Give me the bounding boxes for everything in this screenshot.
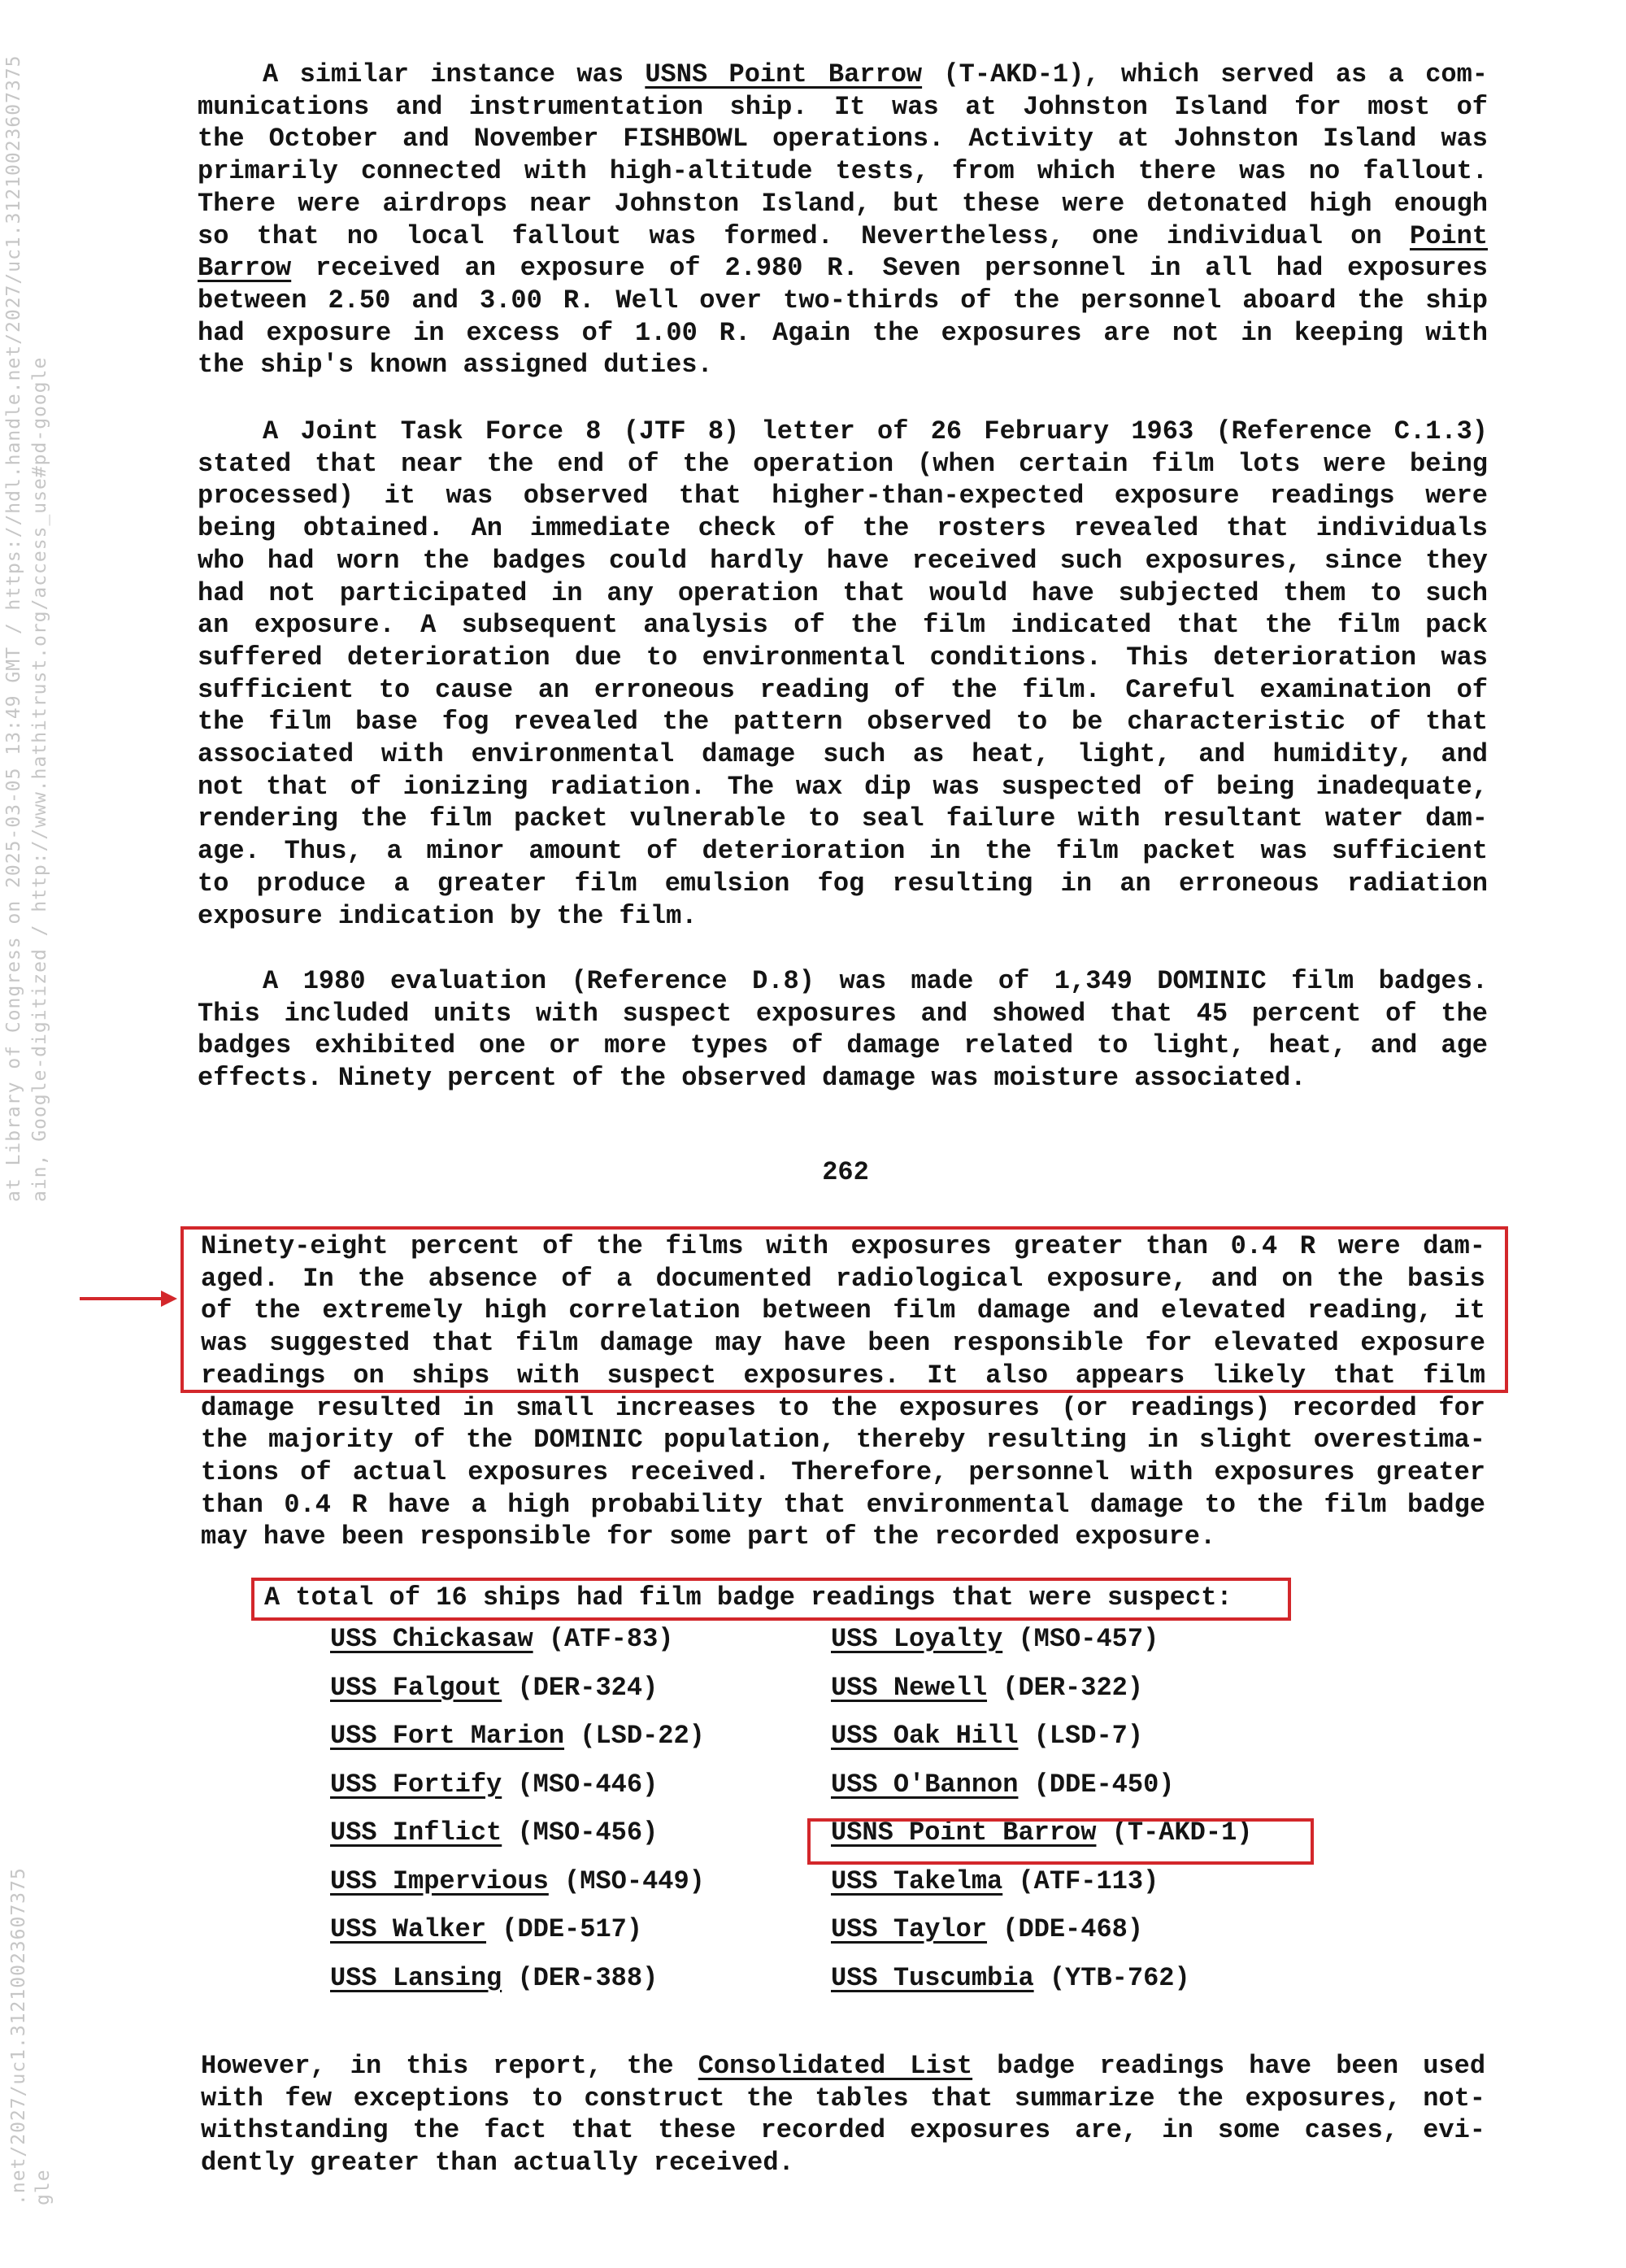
text-line: exposure indication by the film. xyxy=(198,900,698,931)
text-line: so that no local fallout was formed. Nevertheless, one individual on Point xyxy=(198,220,1488,251)
text-line: A Joint Task Force 8 (JTF 8) letter of 26 February 1963 (Reference C.1.3) xyxy=(263,416,1488,446)
arrow-pointer-icon xyxy=(80,1289,177,1308)
ship-entry xyxy=(330,1905,705,1954)
ship-hull-number: (ATF-83) xyxy=(533,1624,674,1654)
highlight-box-film-damage xyxy=(180,1226,1508,1393)
ship-name: USS Fort Marion xyxy=(330,1721,565,1751)
ship-hull-number: (DER-324) xyxy=(502,1672,659,1703)
text-line: the October and November FISHBOWL operations. Activity at Johnston Island was xyxy=(198,124,1488,155)
text-line: being obtained. An immediate check of the rosters revealed that individuals xyxy=(198,513,1488,544)
text-line: the ship's known assigned duties. xyxy=(198,350,713,381)
text-line: had exposure in excess of 1.00 R. Again the exposures are not in keeping with xyxy=(198,317,1488,348)
ship-name: USS Loyalty xyxy=(831,1624,1003,1654)
ship-entry xyxy=(330,1809,705,1857)
ship-hull-number: (T-AKD-1) xyxy=(1096,1817,1253,1848)
text-line: There were airdrops near Johnston Island, but these were detonated high enough xyxy=(198,188,1488,219)
ship-name: USS O'Bannon xyxy=(831,1769,1019,1800)
ship-entry xyxy=(831,1712,1252,1761)
ship-name: USS Impervious xyxy=(330,1865,549,1896)
text-line: to produce a greater film emulsion fog resulting in an erroneous radiation xyxy=(198,868,1488,899)
text-line: A similar instance was USNS Point Barrow (T-AKD-1), which served as a com- xyxy=(263,59,1488,89)
highlight-box-point-barrow xyxy=(807,1818,1314,1865)
text-line: than 0.4 R have a high probability that environmental damage to the film badge xyxy=(201,1489,1485,1520)
text-line: not that of ionizing radiation. The wax dip was suspected of being inadequate, xyxy=(198,771,1488,802)
text-line: readings on ships with suspect exposures. It also appears likely that film xyxy=(201,1360,1485,1391)
text-line: age. Thus, a minor amount of deterioration in the film packet was sufficient xyxy=(198,836,1488,867)
ship-hull-number: (MSO-457) xyxy=(1002,1624,1159,1654)
text-line: tions of actual exposures received. Therefore, personnel with exposures greater xyxy=(201,1456,1485,1487)
text-line: munications and instrumentation ship. It was at Johnston Island for most of xyxy=(198,91,1488,122)
page-number: 262 xyxy=(822,1157,869,1187)
text-line: associated with environmental damage such as heat, light, and humidity, and xyxy=(198,739,1488,770)
text-line: the majority of the DOMINIC population, thereby resulting in slight overestima- xyxy=(201,1425,1485,1456)
ship-name: USS Tuscumbia xyxy=(831,1962,1034,1993)
text-line: primarily connected with high-altitude tests, from which there was no fallout. xyxy=(198,156,1488,187)
text-line: processed) it was observed that higher-than-expected exposure readings were xyxy=(198,481,1488,511)
text-line: with few exceptions to construct the tables that summarize the exposures, not- xyxy=(201,2083,1485,2113)
ship-entry xyxy=(831,1905,1252,1954)
paragraph-consolidated-list xyxy=(201,2050,1485,2179)
text-line: withstanding the fact that these recorded exposures are, in some cases, evi- xyxy=(201,2115,1485,2146)
text-line: Ninety-eight percent of the films with exposures greater than 0.4 R were dam- xyxy=(201,1231,1485,1261)
ship-hull-number: (DDE-450) xyxy=(1018,1769,1175,1800)
text-line: sufficient to cause an erroneous reading of the film. Careful examination of xyxy=(198,674,1488,705)
ship-hull-number: (DDE-517) xyxy=(486,1914,643,1944)
ship-hull-number: (MSO-449) xyxy=(548,1865,705,1896)
ship-list-right xyxy=(831,1615,1252,2002)
text-line: Barrow received an exposure of 2.980 R. Seven personnel in all had exposures xyxy=(198,253,1488,284)
ship-entry xyxy=(330,1615,705,1664)
ship-hull-number: (MSO-456) xyxy=(502,1817,659,1848)
text-line: an exposure. A subsequent analysis of the film indicated that the film pack xyxy=(198,610,1488,641)
ship-name: USS Takelma xyxy=(831,1865,1003,1896)
paragraph-point-barrow xyxy=(198,59,1488,381)
text-line: stated that near the end of the operation (when certain film lots were being xyxy=(198,448,1488,479)
text-line: damage resulted in small increases to the exposures (or readings) recorded for xyxy=(201,1392,1485,1423)
text-line: effects. Ninety percent of the observed damage was moisture associated. xyxy=(198,1063,1306,1094)
text-line: However, in this report, the Consolidated List badge readings have been used xyxy=(201,2051,1486,2081)
ship-entry xyxy=(330,1664,705,1713)
ship-hull-number: (LSD-7) xyxy=(1018,1721,1144,1751)
ship-name: USS Inflict xyxy=(330,1817,502,1848)
text-line: suffered deterioration due to environmental conditions. This deterioration was xyxy=(198,642,1488,673)
ship-entry xyxy=(831,1664,1252,1713)
ship-entry xyxy=(330,1954,705,2003)
ship-entry xyxy=(831,1954,1252,2003)
ship-hull-number: (DDE-468) xyxy=(987,1914,1144,1944)
ship-name: USS Fortify xyxy=(330,1769,502,1800)
text-line: had not participated in any operation that would have subjected them to such xyxy=(198,577,1488,608)
ship-hull-number: (DER-322) xyxy=(987,1672,1144,1703)
ship-hull-number: (LSD-22) xyxy=(564,1721,705,1751)
ship-name: USNS Point Barrow xyxy=(831,1817,1097,1848)
margin-stamp-bottom: ain, Google-digitized / http://www.hathitrust.org/access_use#pd-google xyxy=(29,356,50,1202)
ship-entry xyxy=(330,1761,705,1809)
text-line: who had worn the badges could hardly have received such exposures, since they xyxy=(198,545,1488,576)
text-line: This included units with suspect exposures and showed that 45 percent of the xyxy=(198,998,1488,1029)
ship-name: USS Newell xyxy=(831,1672,988,1703)
ship-name: USS Oak Hill xyxy=(831,1721,1019,1751)
text-line: between 2.50 and 3.00 R. Well over two-thirds of the personnel aboard the ship xyxy=(198,285,1488,316)
ship-entry xyxy=(831,1761,1252,1809)
text-line: rendering the film packet vulnerable to seal failure with resultant water dam- xyxy=(198,803,1488,834)
ship-hull-number: (ATF-113) xyxy=(1002,1865,1159,1896)
ship-entry xyxy=(330,1712,705,1761)
ship-entry xyxy=(831,1615,1252,1664)
text-line: dently greater than actually received. xyxy=(201,2148,794,2179)
ship-name: USS Taylor xyxy=(831,1914,988,1944)
paragraph-1980-evaluation xyxy=(198,965,1488,1095)
text-line: was suggested that film damage may have been responsible for elevated exposure xyxy=(201,1328,1485,1359)
margin-stamp-lower-2: gle xyxy=(33,2169,54,2205)
ship-hull-number: (MSO-446) xyxy=(502,1769,659,1800)
margin-stamp-top: at Library of Congress on 2025-03-05 13:49 GMT / https://hdl.handle.net/2027/uc1.31210023607375 xyxy=(3,54,24,1202)
ship-hull-number: (YTB-762) xyxy=(1033,1962,1190,1993)
margin-stamp-lower-1: .net/2027/uc1.31210023607375 xyxy=(8,1867,29,2205)
summary-line: A total of 16 ships had film badge readings that were suspect: xyxy=(264,1582,1233,1613)
ship-entry xyxy=(330,1857,705,1906)
ship-name: USS Falgout xyxy=(330,1672,502,1703)
text-line: badges exhibited one or more types of damage related to light, heat, and age xyxy=(198,1030,1488,1061)
text-line: the film base fog revealed the pattern observed to be characteristic of that xyxy=(198,707,1488,738)
text-line: A 1980 evaluation (Reference D.8) was made of 1,349 DOMINIC film badges. xyxy=(263,966,1488,996)
text-line: of the extremely high correlation between film damage and elevated reading, it xyxy=(201,1295,1485,1326)
text-line: may have been responsible for some part of the recorded exposure. xyxy=(201,1521,1216,1552)
paragraph-jtf8-letter xyxy=(198,416,1488,932)
ship-hull-number: (DER-388) xyxy=(502,1962,659,1993)
text-line: aged. In the absence of a documented radiological exposure, and on the basis xyxy=(201,1263,1485,1294)
ship-name: USS Walker xyxy=(330,1914,487,1944)
ship-name: USS Chickasaw xyxy=(330,1624,533,1654)
ship-list-left xyxy=(330,1615,705,2002)
ship-name: USS Lansing xyxy=(330,1962,502,1993)
